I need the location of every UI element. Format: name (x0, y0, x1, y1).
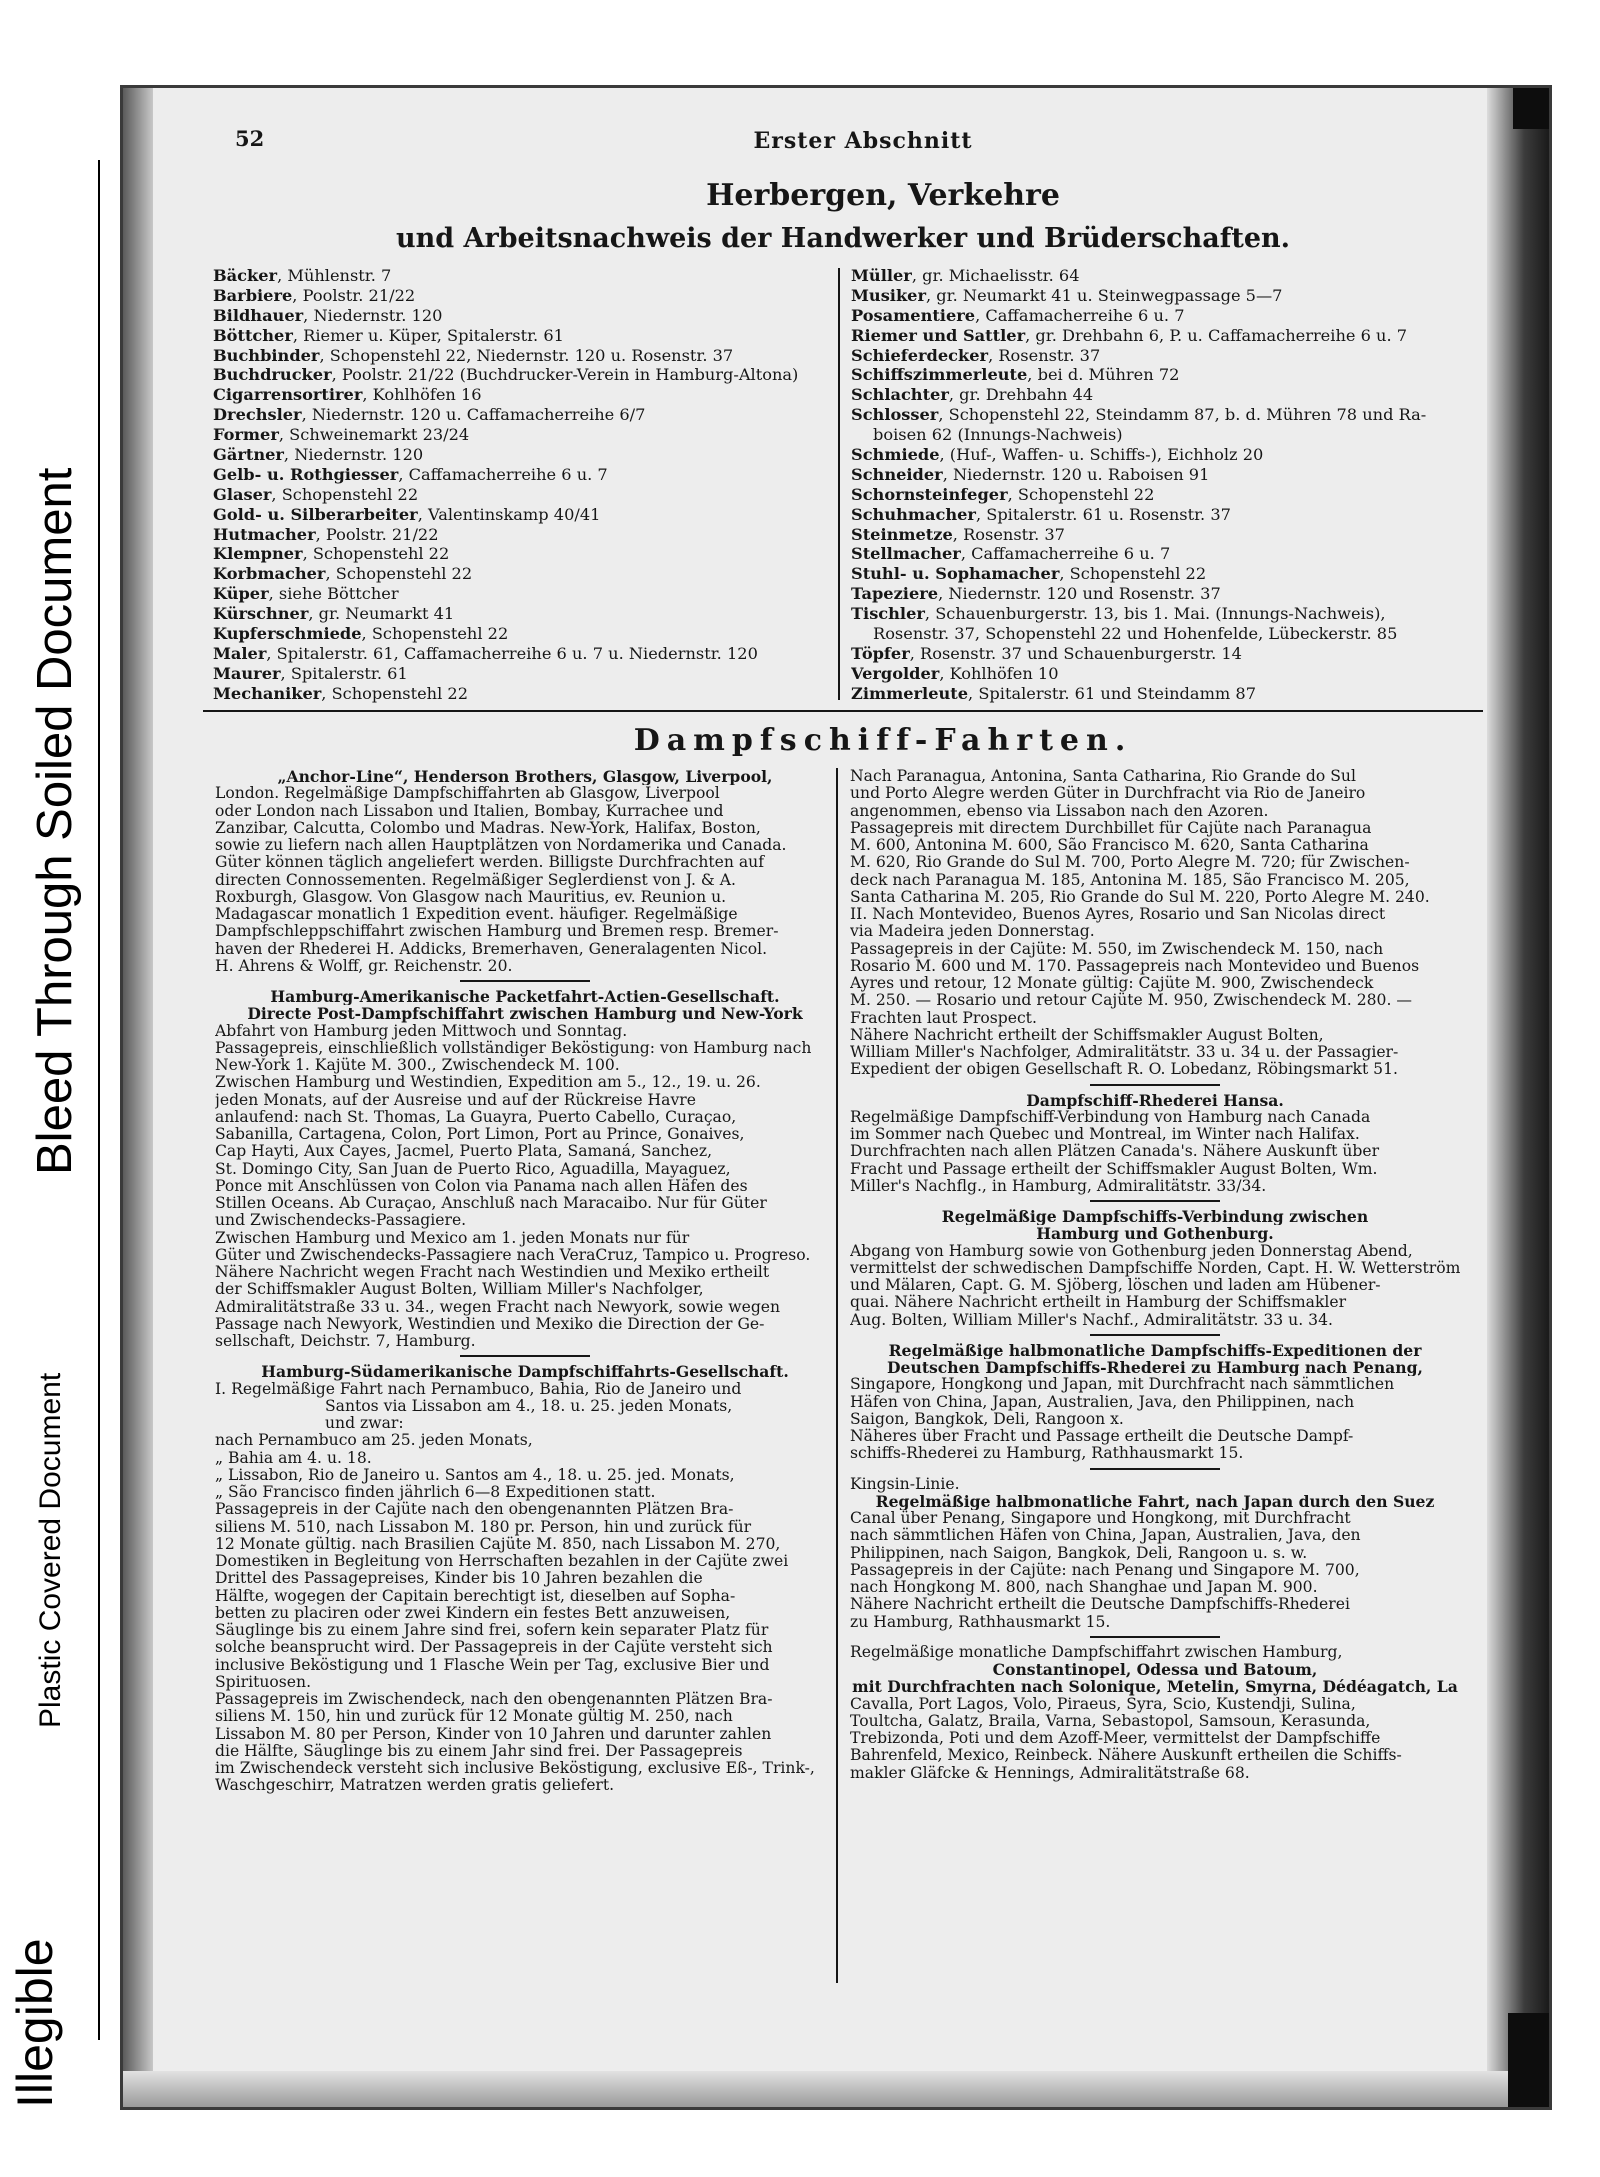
text-line: Ayres und retour, 12 Monate gültig: Cajüte M. 900, Zwischendeck (850, 975, 1374, 992)
text-line: St. Domingo City, San Juan de Puerto Rico, Aguadilla, Mayaguez, (215, 1160, 731, 1178)
herberge-entry: Stuhl- u. Sophamacher, Schopenstehl 22 (851, 564, 1207, 584)
text-line: anlaufend: nach St. Thomas, La Guayra, Puerto Cabello, Curaçao, (215, 1108, 737, 1126)
text-line: directen Connossementen. Regelmäßiger Seglerdienst von J. & A. (215, 871, 736, 889)
text-line: Bahrenfeld, Mexico, Reinbeck. Nähere Auskunft ertheilen die Schiffs- (850, 1747, 1402, 1765)
text-line: zu Hamburg, Rathhausmarkt 15. (850, 1613, 1111, 1631)
entry-separator (1090, 1334, 1220, 1336)
herbergen-list-right (851, 266, 1471, 704)
running-head: Erster Abschnitt (753, 128, 973, 154)
side-label-strip (0, 0, 105, 2177)
text-line: Miller's Nachflg., in Hamburg, Admiralitätstr. 33/34. (850, 1177, 1267, 1195)
text-line: solche beansprucht wird. Der Passagepreis in der Cajüte versteht sich (215, 1639, 773, 1657)
scanned-page (120, 85, 1552, 2110)
text-line: jeden Monats, auf der Ausreise und auf der Rückreise Havre (215, 1091, 696, 1109)
text-line: Drittel des Passagepreises, Kinder bis 10 Jahren bezahlen die (215, 1570, 703, 1588)
herberge-entry: Küper, siehe Böttcher (213, 584, 399, 604)
company-heading: Regelmäßige halbmonatliche Fahrt, nach Japan durch den Suez (875, 1492, 1435, 1510)
herberge-entry: Rosenstr. 37, Schopenstehl 22 und Hohenfelde, Lübeckerstr. 85 (873, 624, 1398, 644)
text-line: 12 Monate gültig. nach Brasilien Cajüte M. 850, nach Lissabon M. 270, (215, 1535, 781, 1553)
text-line: Güter können täglich angeliefert werden. Billigste Durchfrachten auf (215, 854, 764, 872)
text-line: Fracht und Passage ertheilt der Schiffsmakler August Bolten, Wm. (850, 1160, 1378, 1178)
herberge-entry: Glaser, Schopenstehl 22 (213, 484, 419, 504)
herberge-entry: Hutmacher, Poolstr. 21/22 (213, 524, 439, 544)
text-line: Regelmäßige Dampfschiff-Verbindung von Hamburg nach Canada (850, 1108, 1371, 1126)
dampfschiff-column-right (850, 768, 1460, 1782)
company-heading: „Anchor-Line“, Henderson Brothers, Glasgow, Liverpool, (277, 768, 773, 786)
text-line: New-York 1. Kajüte M. 300., Zwischendeck M. 100. (215, 1057, 620, 1074)
scan-artifact-top-right (1513, 85, 1552, 129)
text-line: Säuglinge bis zu einem Jahre sind frei, sofern kein separater Platz für (215, 1622, 769, 1639)
entry-separator (1090, 1084, 1220, 1086)
text-line: Ponce mit Anschlüssen von Colon via Panama nach allen Häfen des (215, 1177, 748, 1195)
text-line: H. Ahrens & Wolff, gr. Reichenstr. 20. (215, 957, 513, 975)
text-line: Waschgeschirr, Matratzen werden gratis geliefert. (215, 1777, 615, 1795)
herberge-entry: Müller, gr. Michaelisstr. 64 (851, 266, 1080, 285)
dampfschiff-title: Dampfschiff-Fahrten. (633, 723, 1133, 758)
text-line: der Schiffsmakler August Bolten, William Miller's Nachfolger, (215, 1281, 704, 1299)
text-line: „ Bahia am 4. u. 18. (215, 1449, 372, 1467)
company-heading: Regelmäßige halbmonatliche Dampfschiffs-Expeditionen der (888, 1341, 1422, 1359)
herberge-entry: Böttcher, Riemer u. Küper, Spitalerstr. 61 (213, 325, 564, 345)
text-line: Saigon, Bangkok, Deli, Rangoon x. (850, 1410, 1124, 1428)
herberge-entry: Riemer und Sattler, gr. Drehbahn 6, P. u. Caffamacherreihe 6 u. 7 (851, 325, 1408, 345)
herberge-entry: Klempner, Schopenstehl 22 (213, 544, 450, 564)
text-line: M. 250. — Rosario und retour Cajüte M. 950, Zwischendeck M. 280. — (850, 992, 1412, 1010)
herberge-entry: Mechaniker, Schopenstehl 22 (213, 683, 469, 703)
herberge-entry: Drechsler, Niedernstr. 120 u. Caffamacherreihe 6/7 (213, 405, 646, 425)
herberge-entry: Schieferdecker, Rosenstr. 37 (851, 345, 1101, 365)
text-line: London. Regelmäßige Dampfschiffahrten ab Glasgow, Liverpool (215, 785, 720, 803)
herberge-entry: Schlosser, Schopenstehl 22, Steindamm 87, b. d. Mühren 78 und Ra- (851, 405, 1427, 425)
herberge-entry: Musiker, gr. Neumarkt 41 u. Steinwegpassage 5—7 (851, 285, 1283, 305)
herberge-entry: Cigarrensortirer, Kohlhöfen 16 (213, 385, 482, 405)
page-number: 52 (235, 126, 265, 151)
text-line: Passagepreis in der Cajüte: nach Penang und Singapore M. 700, (850, 1561, 1360, 1579)
side-label-illegible: Illegible (7, 1938, 63, 2108)
herberge-entry: Vergolder, Kohlhöfen 10 (851, 663, 1059, 683)
text-line: Güter und Zwischendecks-Passagiere nach VeraCruz, Tampico u. Progreso. (215, 1246, 811, 1264)
herberge-entry: Former, Schweinemarkt 23/24 (213, 425, 470, 445)
text-line: makler Gläfcke & Hennings, Admiralitätstraße 68. (850, 1764, 1250, 1782)
text-line: Rosario M. 600 und M. 170. Passagepreis nach Montevideo und Buenos (850, 957, 1420, 975)
text-line: Kingsin-Linie. (850, 1475, 960, 1493)
text-line: Admiralitätstraße 33 u. 34., wegen Fracht nach Newyork, sowie wegen (215, 1298, 781, 1316)
text-line: Hälfte, wogegen der Capitain berechtigt ist, dieselben auf Sopha- (215, 1587, 736, 1605)
company-heading: Constantinopel, Odessa und Batoum, (992, 1661, 1318, 1679)
text-line: nach Pernambuco am 25. jeden Monats, (215, 1432, 533, 1450)
herberge-entry: Zimmerleute, Spitalerstr. 61 und Steindamm 87 (851, 683, 1257, 703)
company-heading: Hamburg-Amerikanische Packetfahrt-Actien-Gesellschaft. (270, 988, 780, 1006)
text-line: inclusive Beköstigung und 1 Flasche Wein per Tag, exclusive Bier und (215, 1656, 770, 1674)
herberge-entry: Kürschner, gr. Neumarkt 41 (213, 604, 455, 624)
text-line: quai. Nähere Nachricht ertheilt in Hamburg der Schiffsmakler (850, 1294, 1347, 1312)
herberge-entry: Schlachter, gr. Drehbahn 44 (851, 385, 1094, 405)
text-line: Cavalla, Port Lagos, Volo, Piraeus, Syra, Scio, Kustendji, Sulina, (850, 1695, 1356, 1713)
text-line: Nähere Nachricht ertheilt die Deutsche Dampfschiffs-Rhederei (850, 1596, 1350, 1614)
entry-separator (460, 1355, 590, 1357)
herberge-entry: Schneider, Niedernstr. 120 u. Raboisen 91 (851, 464, 1210, 484)
text-line: via Madeira jeden Donnerstag. (850, 923, 1095, 941)
text-line: vermittelst der schwedischen Dampfschiffe Norden, Capt. H. W. Wetterström (850, 1259, 1460, 1277)
text-line: Passagepreis in der Cajüte nach den obengenannten Plätzen Bra- (215, 1501, 734, 1519)
text-line: haven der Rhederei H. Addicks, Bremerhaven, Generalagenten Nicol. (215, 940, 768, 958)
side-label-bleed-through: Bleed Through Soiled Document (28, 467, 82, 1175)
herberge-entry: Schornsteinfeger, Schopenstehl 22 (851, 484, 1155, 504)
text-line: Trebizonda, Poti und dem Azoff-Meer, vermittelst der Dampfschiffe (850, 1730, 1381, 1747)
text-line: Passagepreis in der Cajüte: M. 550, im Zwischendeck M. 150, nach (850, 940, 1384, 958)
text-line: die Hälfte, Säuglinge bis zu einem Jahr sind frei. Der Passagepreis (215, 1742, 743, 1760)
company-heading: Regelmäßige Dampfschiffs-Verbindung zwischen (941, 1208, 1369, 1226)
dampfschiff-column-divider (836, 768, 838, 1983)
herberge-entry: Gelb- u. Rothgiesser, Caffamacherreihe 6 u. 7 (213, 464, 608, 484)
herberge-entry: Tapeziere, Niedernstr. 120 und Rosenstr. 37 (851, 584, 1221, 604)
text-line: Passagepreis mit directem Durchbillet für Cajüte nach Paranagua (850, 819, 1372, 837)
text-line: siliens M. 150, hin und zurück für 12 Monate gültig M. 250, nach (215, 1708, 733, 1726)
herberge-entry: Maler, Spitalerstr. 61, Caffamacherreihe 6 u. 7 u. Niedernstr. 120 (213, 643, 758, 663)
text-line: oder London nach Lissabon und Italien, Bombay, Kurrachee und (215, 802, 724, 820)
text-line: Dampfschleppschiffahrt zwischen Hamburg und Bremen resp. Bremer- (215, 923, 779, 941)
text-line: nach Hongkong M. 800, nach Shanghae und Japan M. 900. (850, 1579, 1318, 1596)
text-line: William Miller's Nachfolger, Admiralitätstr. 33 u. 34 u. der Passagier- (850, 1044, 1399, 1061)
text-line: „ São Francisco finden jährlich 6—8 Expeditionen statt. (215, 1484, 656, 1501)
entry-separator (1090, 1468, 1220, 1470)
herberge-entry: Bildhauer, Niedernstr. 120 (213, 305, 443, 325)
text-line: Häfen von China, Japan, Australien, Java, den Philippinen, nach (850, 1393, 1355, 1411)
text-line: im Zwischendeck versteht sich inclusive Beköstigung, exclusive Eß-, Trink-, (215, 1760, 815, 1777)
side-strip-divider (98, 160, 100, 2040)
text-line: Passage nach Newyork, Westindien und Mexiko die Direction der Ge- (215, 1315, 765, 1333)
herberge-entry: Schuhmacher, Spitalerstr. 61 u. Rosenstr. 37 (851, 504, 1231, 524)
text-line: Nähere Nachricht ertheilt der Schiffsmakler August Bolten, (850, 1026, 1324, 1044)
herberge-entry: Buchdrucker, Poolstr. 21/22 (Buchdrucker-Verein in Hamburg-Altona) (213, 365, 799, 385)
text-line: Frachten laut Prospect. (850, 1009, 1037, 1027)
herberge-entry: Töpfer, Rosenstr. 37 und Schauenburgerstr. 14 (851, 643, 1242, 663)
herberge-entry: Bäcker, Mühlenstr. 7 (213, 266, 392, 285)
section-rule (203, 710, 1483, 712)
text-line: Zwischen Hamburg und Westindien, Expedition am 5., 12., 19. u. 26. (215, 1074, 761, 1092)
text-line: Lissabon M. 80 per Person, Kinder von 10 Jahren und darunter zahlen (215, 1725, 772, 1743)
text-line: sowie zu liefern nach allen Hauptplätzen von Nordamerika und Canada. (215, 837, 787, 854)
herbergen-column-divider (838, 268, 840, 700)
text-line: Passagepreis im Zwischendeck, nach den obengenannten Plätzen Bra- (215, 1691, 773, 1708)
herberge-entry: Tischler, Schauenburgerstr. 13, bis 1. Mai. (Innungs-Nachweis), (851, 604, 1386, 624)
herberge-entry: Maurer, Spitalerstr. 61 (213, 663, 408, 683)
text-line: Zwischen Hamburg und Mexico am 1. jeden Monats nur für (215, 1229, 690, 1247)
text-line: Toultcha, Galatz, Braila, Varna, Sebastopol, Samsoun, Kerasunda, (850, 1712, 1371, 1730)
scan-artifact-bottom-right (1508, 2013, 1552, 2110)
herberge-entry: Gärtner, Niedernstr. 120 (213, 445, 424, 465)
herberge-entry: Kupferschmiede, Schopenstehl 22 (213, 624, 509, 644)
text-line: Santa Catharina M. 205, Rio Grande do Sul M. 220, Porto Alegre M. 240. (850, 888, 1430, 906)
page-binding-shadow (123, 88, 153, 2107)
text-line: Näheres über Fracht und Passage ertheilt die Deutsche Dampf- (850, 1428, 1354, 1445)
dampfschiff-column-left (215, 768, 835, 1795)
text-line: Abfahrt von Hamburg jeden Mittwoch und Sonntag. (215, 1022, 628, 1040)
text-line: M. 600, Antonina M. 600, São Francisco M. 620, Santa Catharina (850, 837, 1369, 854)
entry-separator (1090, 1200, 1220, 1202)
text-line: Canal über Penang, Singapore und Hongkong, mit Durchfracht (850, 1510, 1351, 1527)
text-line: Nach Paranagua, Antonina, Santa Catharina, Rio Grande do Sul (850, 768, 1356, 785)
herbergen-title: Herbergen, Verkehre (706, 178, 1060, 213)
side-label-plastic-covered: Plastic Covered Document (34, 1372, 67, 1728)
herberge-entry: boisen 62 (Innungs-Nachweis) (873, 425, 1123, 445)
herberge-entry: Schiffszimmerleute, bei d. Mühren 72 (851, 365, 1180, 385)
text-line: Sabanilla, Cartagena, Colon, Port Limon, Port au Prince, Gonaives, (215, 1126, 745, 1143)
text-line: angenommen, ebenso via Lissabon nach den Azoren. (850, 802, 1269, 820)
text-line: I. Regelmäßige Fahrt nach Pernambuco, Bahia, Rio de Janeiro und (215, 1380, 742, 1398)
text-line: und zwar: (325, 1415, 404, 1432)
company-heading: mit Durchfrachten nach Solonique, Metelin, Smyrna, Dédéagatch, La (852, 1678, 1458, 1696)
text-line: Singapore, Hongkong und Japan, mit Durchfracht nach sämmtlichen (850, 1376, 1395, 1394)
herberge-entry: Schmiede, (Huf-, Waffen- u. Schiffs-), Eichholz 20 (851, 445, 1264, 465)
company-heading: Directe Post-Dampfschiffahrt zwischen Hamburg und New-York (247, 1005, 803, 1023)
text-line: Aug. Bolten, William Miller's Nachf., Admiralitätstr. 33 u. 34. (850, 1311, 1333, 1329)
text-line: Stillen Oceans. Ab Curaçao, Anschluß nach Maracaibo. Nur für Güter (215, 1195, 767, 1212)
text-line: betten zu placiren oder zwei Kindern ein festes Bett anzuweisen, (215, 1604, 731, 1622)
herberge-entry: Stellmacher, Caffamacherreihe 6 u. 7 (851, 544, 1171, 564)
text-line: Santos via Lissabon am 4., 18. u. 25. jeden Monats, (325, 1397, 733, 1415)
herberge-entry: Posamentiere, Caffamacherreihe 6 u. 7 (851, 305, 1185, 325)
text-line: siliens M. 510, nach Lissabon M. 180 pr. Person, hin und zurück für (215, 1518, 752, 1536)
text-line: Nähere Nachricht wegen Fracht nach Westindien und Mexiko ertheilt (215, 1264, 770, 1281)
page-bottom-shadow (123, 2071, 1549, 2107)
herberge-entry: Korbmacher, Schopenstehl 22 (213, 564, 473, 584)
herberge-entry: Gold- u. Silberarbeiter, Valentinskamp 40/41 (213, 504, 601, 524)
entry-separator (460, 980, 590, 982)
text-line: Domestiken in Begleitung von Herrschaften bezahlen in der Cajüte zwei (215, 1553, 789, 1570)
company-heading: Hamburg-Südamerikanische Dampfschiffahrts-Gesellschaft. (261, 1363, 789, 1381)
entry-separator (1090, 1636, 1220, 1638)
herbergen-list-left (213, 266, 853, 704)
herberge-entry: Buchbinder, Schopenstehl 22, Niedernstr. 120 u. Rosenstr. 37 (213, 345, 734, 365)
text-line: Zanzibar, Calcutta, Colombo und Madras. New-York, Halifax, Boston, (215, 819, 761, 837)
text-line: Expedient der obigen Gesellschaft R. O. Lobedanz, Röbingsmarkt 51. (850, 1061, 1398, 1079)
text-line: und Zwischendecks-Passagiere. (215, 1212, 467, 1230)
text-line: „ Lissabon, Rio de Janeiro u. Santos am 4., 18. u. 25. jed. Monats, (215, 1466, 735, 1484)
text-line: Durchfrachten nach allen Plätzen Canada's. Nähere Auskunft über (850, 1143, 1380, 1161)
text-line: nach sämmtlichen Häfen von China, Japan, Australien, Java, den (850, 1527, 1361, 1545)
herbergen-subtitle: und Arbeitsnachweis der Handwerker und Brüderschaften. (395, 223, 1291, 254)
text-line: Cap Hayti, Aux Cayes, Jacmel, Puerto Plata, Samaná, Sanchez, (215, 1143, 713, 1161)
company-heading: Hamburg und Gothenburg. (1036, 1225, 1274, 1243)
text-line: Madagascar monatlich 1 Expedition event. häufiger. Regelmäßige (215, 906, 738, 923)
text-line: Passagepreis, einschließlich vollständiger Beköstigung: von Hamburg nach (215, 1039, 812, 1057)
company-heading: Dampfschiff-Rhederei Hansa. (1026, 1091, 1284, 1109)
text-line: Abgang von Hamburg sowie von Gothenburg jeden Donnerstag Abend, (850, 1242, 1413, 1260)
text-line: deck nach Paranagua M. 185, Antonina M. 185, São Francisco M. 205, (850, 871, 1410, 889)
company-heading: Deutschen Dampfschiffs-Rhederei zu Hamburg nach Penang, (887, 1359, 1423, 1377)
herberge-entry: Barbiere, Poolstr. 21/22 (213, 285, 416, 305)
text-line: M. 620, Rio Grande do Sul M. 700, Porto Alegre M. 720; für Zwischen- (850, 854, 1410, 872)
text-line: und Porto Alegre werden Güter in Durchfracht via Rio de Janeiro (850, 785, 1366, 803)
text-line: Roxburgh, Glasgow. Von Glasgow nach Mauritius, ev. Reunion u. (215, 888, 727, 906)
page-edge-shadow (1487, 88, 1549, 2107)
herberge-entry: Steinmetze, Rosenstr. 37 (851, 524, 1065, 544)
text-line: sellschaft, Deichstr. 7, Hamburg. (215, 1333, 476, 1350)
text-line: Regelmäßige monatliche Dampfschiffahrt zwischen Hamburg, (850, 1643, 1343, 1661)
text-line: im Sommer nach Quebec und Montreal, im Winter nach Halifax. (850, 1126, 1360, 1143)
text-line: Spirituosen. (215, 1673, 312, 1691)
text-line: Philippinen, nach Saigon, Bangkok, Deli, Rangoon u. s. w. (850, 1544, 1308, 1562)
text-line: II. Nach Montevideo, Buenos Ayres, Rosario und San Nicolas direct (850, 906, 1386, 923)
text-line: und Mälaren, Capt. G. M. Sjöberg, löschen und laden am Hübener- (850, 1277, 1381, 1294)
text-line: schiffs-Rhederei zu Hamburg, Rathhausmarkt 15. (850, 1445, 1244, 1463)
